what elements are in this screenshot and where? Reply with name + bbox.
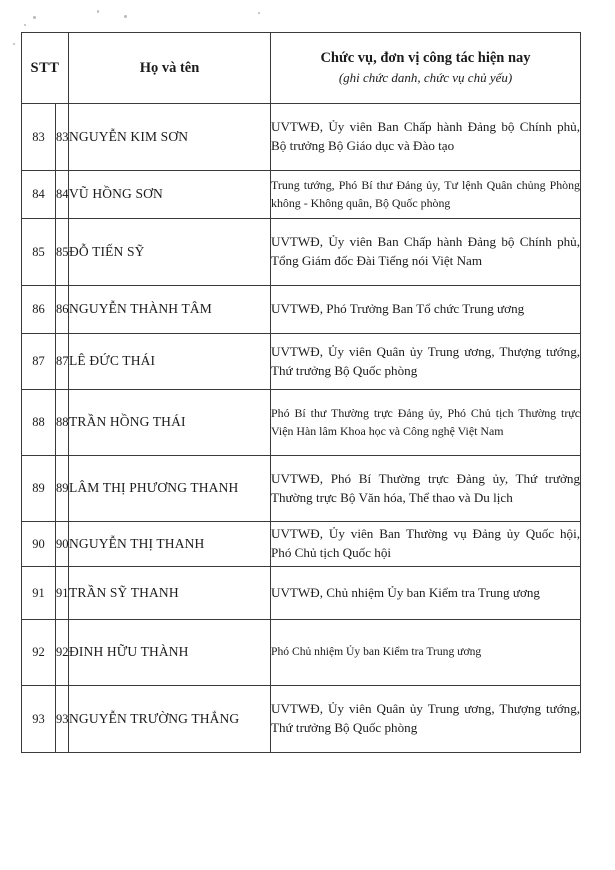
- row-role: UVTWĐ, Phó Bí Thường trực Đảng ủy, Thứ trưởng Thường trực Bộ Văn hóa, Thể thao và Du lịch: [271, 456, 581, 522]
- row-role: Phó Bí thư Thường trực Đảng ủy, Phó Chủ tịch Thường trực Viện Hàn lâm Khoa học và Công nghệ Việt Nam: [271, 390, 581, 456]
- row-number-left: 92: [22, 620, 56, 686]
- row-name: ĐINH HỮU THÀNH: [69, 620, 271, 686]
- row-number-right: 83: [56, 104, 69, 171]
- table-body: [22, 33, 581, 753]
- row-role: UVTWĐ, Ủy viên Ban Thường vụ Đảng ủy Quốc hội, Phó Chủ tịch Quốc hội: [271, 522, 581, 567]
- table-row: [22, 567, 581, 620]
- row-name: TRẦN SỸ THANH: [69, 567, 271, 620]
- row-role: UVTWĐ, Phó Trưởng Ban Tổ chức Trung ương: [271, 286, 581, 334]
- row-number-right: 85: [56, 219, 69, 286]
- row-name: NGUYỄN KIM SƠN: [69, 104, 271, 171]
- row-number-right: 84: [56, 171, 69, 219]
- row-role: UVTWĐ, Ủy viên Quân ủy Trung ương, Thượng tướng, Thứ trưởng Bộ Quốc phòng: [271, 334, 581, 390]
- row-name: LÊ ĐỨC THÁI: [69, 334, 271, 390]
- table-row: [22, 620, 581, 686]
- column-header-name: Họ và tên: [69, 33, 271, 104]
- column-header-role: [271, 33, 581, 104]
- table-row: [22, 456, 581, 522]
- row-role: UVTWĐ, Ủy viên Ban Chấp hành Đảng bộ Chính phủ, Bộ trưởng Bộ Giáo dục và Đào tạo: [271, 104, 581, 171]
- row-name: ĐỖ TIẾN SỸ: [69, 219, 271, 286]
- table-header-row: [22, 33, 581, 104]
- row-number-left: 86: [22, 286, 56, 334]
- row-number-left: 88: [22, 390, 56, 456]
- table-row: [22, 104, 581, 171]
- column-header-role-main: Chức vụ, đơn vị công tác hiện nay: [320, 50, 531, 67]
- row-role: Trung tướng, Phó Bí thư Đảng ủy, Tư lệnh Quân chủng Phòng không - Không quân, Bộ Quốc phòng: [271, 171, 581, 219]
- row-name: NGUYỄN TRƯỜNG THẮNG: [69, 686, 271, 753]
- row-number-left: 83: [22, 104, 56, 171]
- row-name: NGUYỄN THÀNH TÂM: [69, 286, 271, 334]
- column-header-stt: STT: [22, 33, 69, 104]
- table-row: [22, 686, 581, 753]
- table-row: [22, 334, 581, 390]
- officials-table: [21, 32, 581, 753]
- row-number-right: 90: [56, 522, 69, 567]
- table-row: [22, 171, 581, 219]
- row-name: VŨ HỒNG SƠN: [69, 171, 271, 219]
- row-number-left: 87: [22, 334, 56, 390]
- column-header-role-sub: (ghi chức danh, chức vụ chủ yếu): [338, 70, 513, 85]
- row-role: UVTWĐ, Chủ nhiệm Ủy ban Kiểm tra Trung ương: [271, 567, 581, 620]
- table-row: [22, 522, 581, 567]
- row-number-right: 92: [56, 620, 69, 686]
- row-name: NGUYỄN THỊ THANH: [69, 522, 271, 567]
- row-number-left: 90: [22, 522, 56, 567]
- row-number-right: 86: [56, 286, 69, 334]
- row-role: UVTWĐ, Ủy viên Ban Chấp hành Đảng bộ Chính phủ, Tổng Giám đốc Đài Tiếng nói Việt Nam: [271, 219, 581, 286]
- row-name: TRẦN HỒNG THÁI: [69, 390, 271, 456]
- row-role: Phó Chủ nhiệm Ủy ban Kiểm tra Trung ương: [271, 620, 581, 686]
- table-row: [22, 219, 581, 286]
- row-number-right: 91: [56, 567, 69, 620]
- row-number-right: 93: [56, 686, 69, 753]
- row-number-right: 87: [56, 334, 69, 390]
- row-number-right: 89: [56, 456, 69, 522]
- row-number-right: 88: [56, 390, 69, 456]
- row-number-left: 85: [22, 219, 56, 286]
- row-number-left: 84: [22, 171, 56, 219]
- row-number-left: 93: [22, 686, 56, 753]
- row-number-left: 91: [22, 567, 56, 620]
- row-name: LÂM THỊ PHƯƠNG THANH: [69, 456, 271, 522]
- table-row: [22, 390, 581, 456]
- row-role: UVTWĐ, Ủy viên Quân ủy Trung ương, Thượng tướng, Thứ trưởng Bộ Quốc phòng: [271, 686, 581, 753]
- row-number-left: 89: [22, 456, 56, 522]
- table-row: [22, 286, 581, 334]
